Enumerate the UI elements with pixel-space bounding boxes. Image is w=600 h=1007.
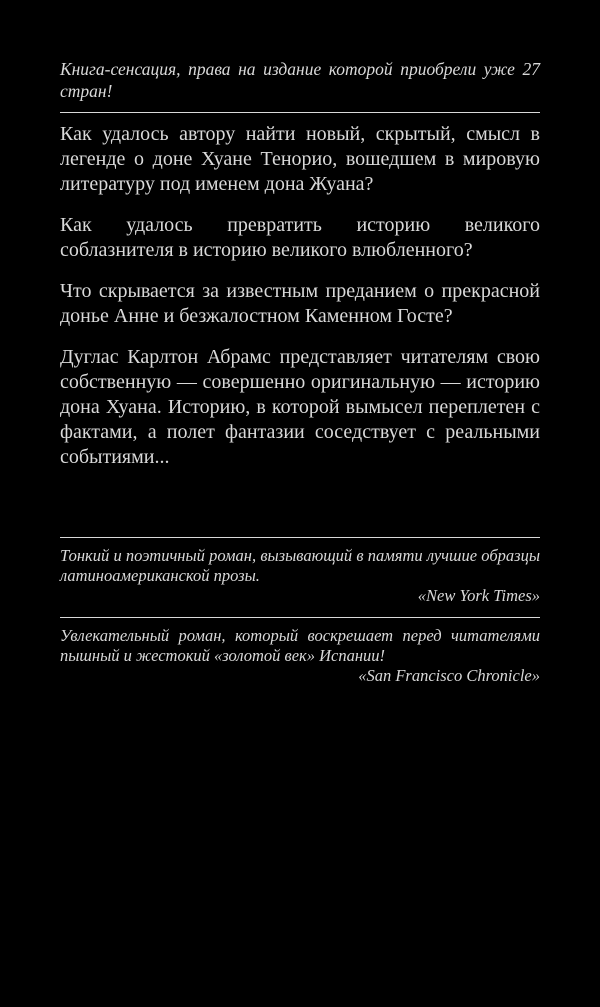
review-quote-source: «New York Times» (417, 586, 540, 605)
description-paragraph-2: Как удалось превратить историю великого соблазнителя в историю великого влюбленного? (60, 214, 540, 261)
divider-bottom (60, 617, 540, 618)
review-quote-source: «San Francisco Chronicle» (358, 666, 540, 685)
review-quote-1 (60, 546, 540, 606)
review-quote-text: Увлекательный роман, который воскрешает перед читателями пышный и жестокий «золотой век» Испании! (60, 626, 540, 665)
description-paragraph-1: Как удалось автору найти новый, скрытый, смысл в легенде о доне Хуане Тенорио, вошедшем в мировую литературу под именем дона Жуана? (60, 123, 540, 195)
divider-top (60, 112, 540, 113)
review-quote-text: Тонкий и поэтичный роман, вызывающий в памяти лучшие образцы латиноамериканской прозы. (60, 546, 540, 585)
description-paragraph-4: Дуглас Карлтон Абрамс представляет читателям свою собственную — совершенно оригинальную — историю дона Хуана. Историю, в которой вымысел переплетен с фактами, а полет фантазии соседствует с реальными событиями... (60, 346, 540, 468)
divider-middle (60, 537, 540, 538)
lead-blurb: Книга-сенсация, права на издание которой приобрели уже 27 стран! (60, 59, 540, 101)
description (60, 122, 540, 486)
description-paragraph-3: Что скрывается за известным преданием о прекрасной донье Анне и безжалостном Каменном Госте? (60, 280, 540, 327)
review-quote-2 (60, 626, 540, 686)
